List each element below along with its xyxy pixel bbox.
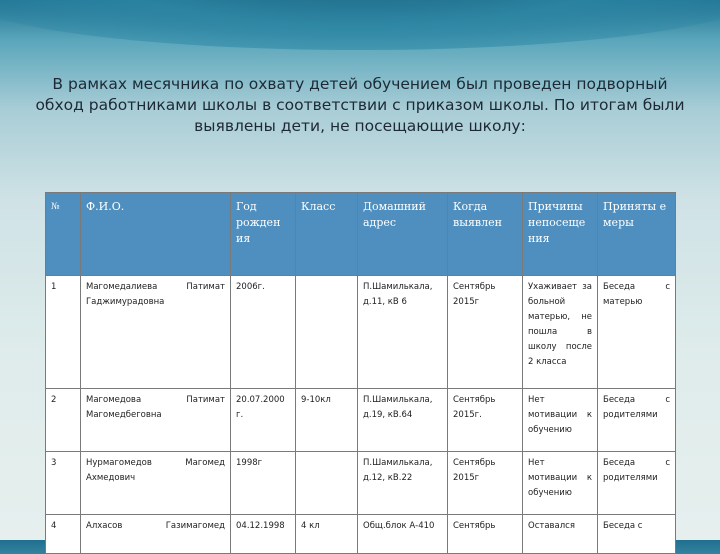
name-middle: Патимат: [186, 282, 225, 292]
header-address: Домашний адрес: [358, 193, 448, 276]
cell-number: 3: [46, 452, 81, 515]
name-last: Гаджимурадовна: [86, 297, 165, 307]
cell-number: 4: [46, 515, 81, 554]
name-last: Магомедбеговна: [86, 410, 162, 420]
name-middle: Газимагомед: [165, 521, 225, 531]
table-row: [46, 389, 676, 452]
header-reasons: Причины непосеще ния: [523, 193, 598, 276]
table-row: [46, 452, 676, 515]
cell-when: Сентябрь 2015г: [448, 452, 523, 515]
cell-class: 9-10кл: [296, 389, 358, 452]
header-when-found: Когда выявлен: [448, 193, 523, 276]
cell-address: П.Шамилькала, д.19, кВ.64: [358, 389, 448, 452]
table-row: [46, 515, 676, 554]
table-header-row: [46, 193, 676, 276]
cell-birth: 2006г.: [231, 276, 296, 389]
name-first: Магомедова: [86, 395, 142, 405]
name-middle: Магомед: [185, 458, 225, 468]
cell-name: [81, 276, 231, 389]
header-class: Класс: [296, 193, 358, 276]
name-first: Магомедалиева: [86, 282, 158, 292]
cell-class: [296, 276, 358, 389]
cell-birth: 20.07.2000 г.: [231, 389, 296, 452]
table-row: [46, 276, 676, 389]
cell-measures: Беседа с матерью: [598, 276, 676, 389]
cell-measures: Беседа с: [598, 515, 676, 554]
header-name: Ф.И.О.: [81, 193, 231, 276]
cell-reason: Оставался: [523, 515, 598, 554]
cell-number: 2: [46, 389, 81, 452]
cell-address: Общ.блок А-410: [358, 515, 448, 554]
cell-when: Сентябрь: [448, 515, 523, 554]
cell-when: Сентябрь 2015г.: [448, 389, 523, 452]
cell-reason: Нет мотивации к обучению: [523, 452, 598, 515]
slide-title: В рамках месячника по охвату детей обучением был проведен подворный обход работниками школы в соответствии с приказом школы. По итогам были выявлены дети, не посещающие школу:: [35, 75, 685, 135]
cell-measures: Беседа с родителями: [598, 452, 676, 515]
cell-address: П.Шамилькала, д.11, кВ 6: [358, 276, 448, 389]
name-first: Алхасов: [86, 521, 123, 531]
cell-reason: Нет мотивации к обучению: [523, 389, 598, 452]
name-first: Нурмагомедов: [86, 458, 152, 468]
cell-name: [81, 389, 231, 452]
cell-name: [81, 515, 231, 554]
cell-reason: Ухаживает за больной матерью, не пошла в школу после 2 класса: [523, 276, 598, 389]
cell-class: [296, 452, 358, 515]
cell-birth: 04.12.1998: [231, 515, 296, 554]
name-middle: Патимат: [186, 395, 225, 405]
cell-address: П.Шамилькала, д.12, кВ.22: [358, 452, 448, 515]
cell-number: 1: [46, 276, 81, 389]
header-decoration: [0, 0, 720, 50]
cell-measures: Беседа с родителями: [598, 389, 676, 452]
header-birth-year: Год рожден ия: [231, 193, 296, 276]
children-table: [45, 192, 676, 554]
cell-when: Сентябрь 2015г: [448, 276, 523, 389]
cell-class: 4 кл: [296, 515, 358, 554]
header-number: №: [46, 193, 81, 276]
cell-name: [81, 452, 231, 515]
header-measures: Приняты е меры: [598, 193, 676, 276]
name-last: Ахмедович: [86, 473, 136, 483]
cell-birth: 1998г: [231, 452, 296, 515]
